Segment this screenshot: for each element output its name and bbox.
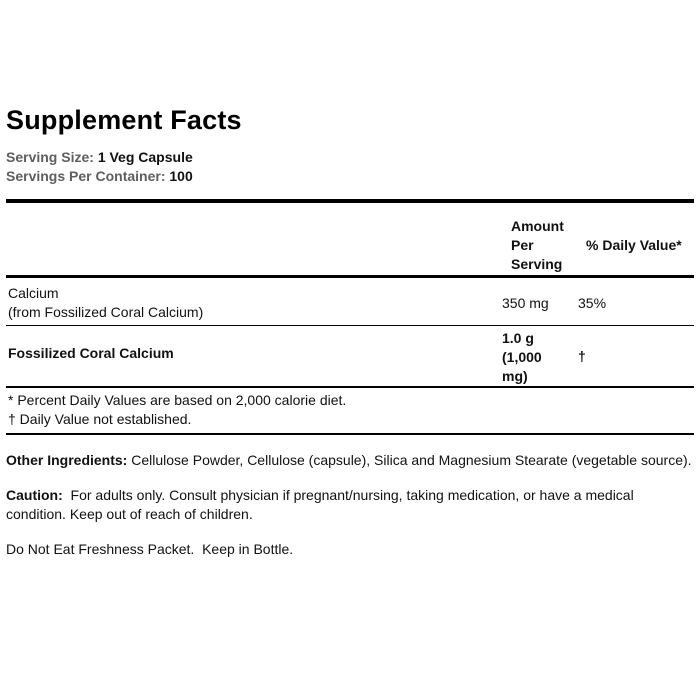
serving-size: [6, 148, 694, 167]
nutrient-name-line: Calcium: [8, 285, 59, 301]
other-ingredients-text: Cellulose Powder, Cellulose (capsule), Silica and Magnesium Stearate (vegetable source).: [127, 452, 692, 468]
nutrient-amount: 350 mg: [502, 295, 549, 311]
serving-size-value: 1 Veg Capsule: [97, 149, 193, 165]
amount-per-serving-header: [511, 217, 581, 274]
nutrient-name: [8, 284, 203, 322]
table-row: [6, 326, 694, 388]
nutrient-source-line: (from Fossilized Coral Calcium): [8, 304, 204, 320]
nutrient-amount: [502, 329, 562, 386]
nutrient-name: Fossilized Coral Calcium: [8, 345, 174, 361]
label-title: Supplement Facts: [6, 105, 242, 135]
supplement-facts-label: [6, 104, 694, 559]
caution: [6, 486, 694, 524]
amount-header-line: Per: [511, 237, 534, 253]
serving-size-label: Serving Size:: [6, 149, 94, 165]
dagger-note: † Daily Value not established.: [8, 411, 192, 427]
table-header: [6, 203, 694, 278]
daily-value-header: % Daily Value*: [586, 237, 682, 253]
nutrient-daily-value: 35%: [578, 295, 607, 311]
amount-header-line: Amount: [511, 218, 564, 234]
percent-daily-value-note: * Percent Daily Values are based on 2,000 calorie diet.: [8, 392, 347, 408]
caution-label: Caution:: [6, 487, 63, 503]
amount-header-line: Serving: [511, 256, 563, 272]
nutrient-daily-value: †: [578, 348, 586, 364]
nutrient-amount-line: mg): [502, 368, 528, 384]
table-row: [6, 278, 694, 326]
caution-text: For adults only. Consult physician if pregnant/nursing, taking medication, or have a medical condition. Keep out of reach of children.: [6, 487, 638, 522]
servings-per-container: [6, 167, 694, 186]
nutrient-amount-line: 1.0 g: [502, 330, 534, 346]
servings-per-container-label: Servings Per Container:: [6, 168, 166, 184]
servings-per-container-value: 100: [169, 168, 193, 184]
freshness-notice: Do Not Eat Freshness Packet. Keep in Bottle.: [6, 541, 294, 557]
nutrient-amount-line: (1,000: [502, 349, 542, 365]
footnotes: [6, 388, 694, 435]
other-ingredients: [6, 451, 694, 470]
other-ingredients-label: Other Ingredients:: [6, 452, 128, 468]
